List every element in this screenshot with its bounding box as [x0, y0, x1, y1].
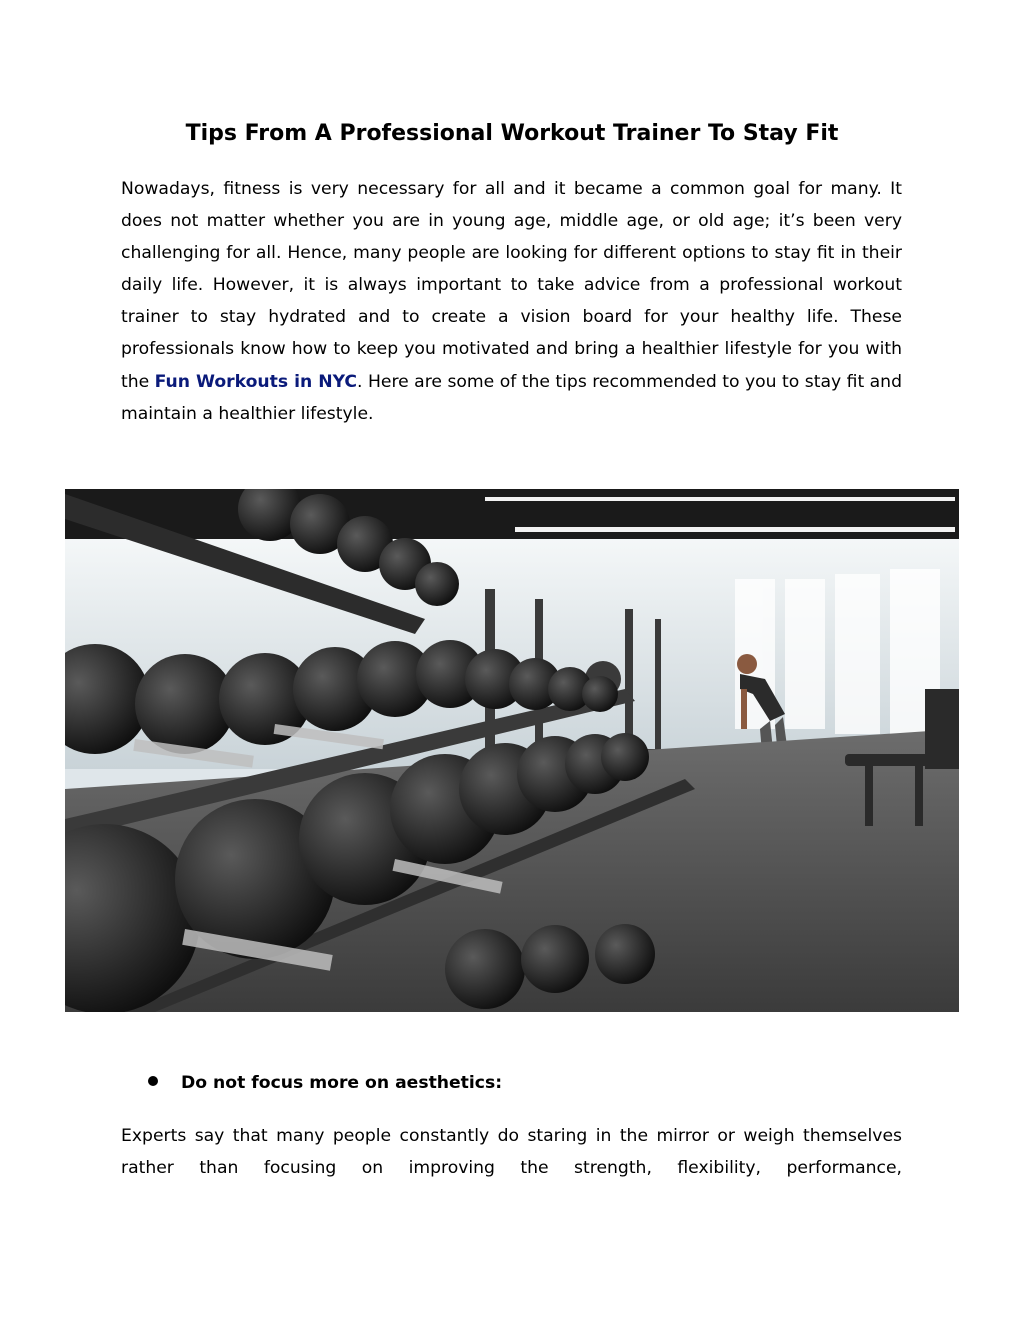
intro-text-after-link: . Here are some of the tips recommended to you to stay fit and maintain a healthier lifestyle. [121, 371, 902, 424]
intro-paragraph [121, 173, 902, 430]
body-paragraph: Experts say that many people constantly do staring in the mirror or weigh themselves rather than focusing on improving the strength, flexibility, performance, [121, 1126, 902, 1179]
bullet-item [148, 1068, 908, 1098]
intro-text-before-link: Nowadays, fitness is very necessary for all and it became a common goal for many. It does not matter whether you are in young age, middle age, or old age; it’s been very challenging for all. Hence, many people are looking for different options to stay fit in their daily life. However, it is always important to take advice from a professional workout trainer to stay hydrated and to create a vision board for your healthy life. These professionals know how to keep you motivated and bring a healthier lifestyle for you with the [121, 179, 902, 392]
fun-workouts-link[interactable]: Fun Workouts in NYC [154, 371, 358, 392]
page-title: Tips From A Professional Workout Trainer To Stay Fit [185, 121, 839, 146]
gym-dumbbell-rack-photo [65, 489, 959, 1012]
bullet-heading: Do not focus more on aesthetics: [181, 1073, 503, 1093]
bullet-dot-icon [148, 1076, 158, 1086]
